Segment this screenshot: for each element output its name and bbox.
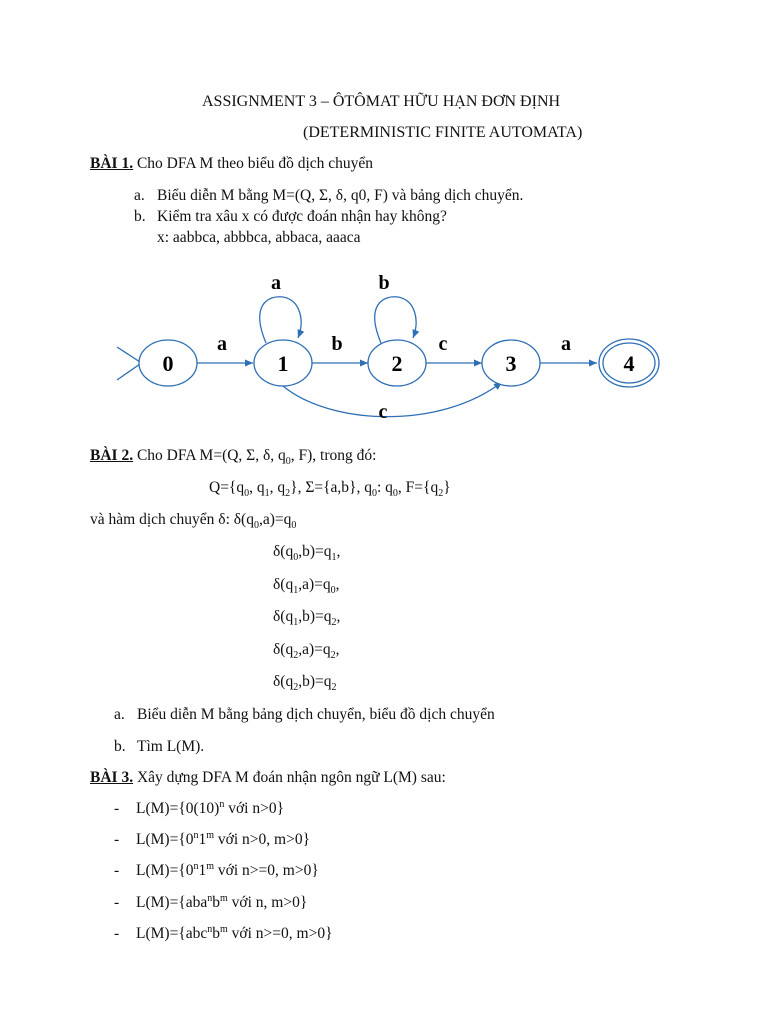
transition-1: $\delta(q_0,b)=q_1$,: [273, 543, 341, 564]
bai1-text: Cho DFA M theo biểu đồ dịch chuyển: [133, 155, 374, 172]
loop-1: [260, 297, 301, 343]
state-3: [482, 340, 540, 386]
bai3-dash: -: [114, 831, 120, 848]
state-2-label: 2: [391, 351, 403, 376]
transition-2: $\delta(q_1,a)=q_0$,: [273, 576, 340, 597]
page-title: ASSIGNMENT 3 – ÔTÔMAT HỮU HẠN ĐƠN ĐỊNH: [202, 93, 561, 110]
state-4-label: 4: [623, 351, 635, 376]
bai3-dash: -: [114, 862, 120, 879]
edge-1-3-label: c: [378, 401, 388, 423]
bai1-item-a-marker: a.: [134, 187, 145, 204]
edge-0-1-label: a: [217, 333, 227, 355]
bai1-item-b-marker: b.: [134, 208, 146, 225]
transition-3: $\delta(q_1,b)=q_2$,: [273, 608, 341, 629]
state-3-label: 3: [505, 351, 517, 376]
bai3-dash: -: [114, 800, 120, 817]
transition-0: $\delta(q_0,a)=q_0$: [233, 511, 297, 532]
state-0: [139, 340, 197, 386]
bai3-dash: -: [114, 894, 120, 911]
bai3-dash: -: [114, 925, 120, 942]
bai3-item: $L(M)=\{0(10)^n$ với n>0}: [136, 798, 285, 817]
bai3-text: Xây dựng DFA M đoán nhận ngôn ngữ L(M) sau:: [133, 769, 446, 786]
state-4-accepting: [599, 339, 659, 387]
bai3-item: $L(M)=\{aba^nb^m$ với n, m>0}: [136, 892, 308, 911]
state-1-label: 1: [277, 351, 289, 376]
bai2-item-b-text: Tìm L(M).: [137, 738, 205, 755]
state-1: [254, 340, 312, 386]
bai1-item-a-text: Biểu diễn M bằng M=(Q, Σ, δ, q0, F) và bảng dịch chuyển.: [157, 187, 524, 204]
transition-5: $\delta(q_2,b)=q_2$: [273, 673, 337, 694]
bai2-paragraph: BÀI 2. Cho DFA M=(Q, Σ, δ, $q_0$, F), trong đó:: [90, 447, 377, 468]
bai3-item: $L(M)=\{0^n1^m$ với n>=0, m>0}: [136, 860, 319, 879]
loop-2: [375, 297, 416, 343]
bai2-item-a-text: Biểu diễn M bằng bảng dịch chuyển, biểu đồ dịch chuyển: [137, 706, 495, 723]
bai1-item-b-text: Kiểm tra xâu x có được đoán nhận hay không?: [157, 208, 447, 225]
bai1-heading: BÀI 1.: [90, 155, 134, 172]
loop-2-label: b: [378, 272, 390, 294]
edge-1-3: [283, 382, 502, 417]
bai3-item: $L(M)=\{abc^nb^m$ với n>=0, m>0}: [136, 923, 333, 942]
edge-2-3-label: c: [438, 333, 448, 355]
state-0-label: 0: [162, 351, 174, 376]
bai1-item-b-strings: x: aabbca, abbbca, abbaca, aaaca: [157, 229, 361, 246]
bai2-item-a-marker: a.: [114, 706, 125, 723]
state-2: [368, 340, 426, 386]
bai2-delta-intro: và hàm dịch chuyển δ: $\delta(q_0,a)=q_0$: [90, 511, 297, 532]
transition-4: $\delta(q_2,a)=q_2$,: [273, 641, 340, 662]
page-subtitle: (DETERMINISTIC FINITE AUTOMATA): [303, 124, 583, 141]
bai3-heading: BÀI 3.: [90, 769, 134, 786]
bai2-item-b-marker: b.: [114, 738, 126, 755]
start-arrow: [117, 347, 140, 380]
bai3-item: $L(M)=\{0^n1^m$ với n>0, m>0}: [136, 829, 311, 848]
edge-3-4-label: a: [561, 333, 571, 355]
bai2-set-definition: $Q=\{q_0$, $q_1$, $q_2$}, Σ={a,b}, $q_0$: $q_0$, $F=\{q_2\}$: [209, 479, 451, 500]
edge-1-2-label: b: [331, 333, 343, 355]
loop-1-label: a: [271, 272, 281, 294]
bai2-heading: BÀI 2.: [90, 447, 134, 464]
bai3-paragraph: [90, 769, 446, 787]
